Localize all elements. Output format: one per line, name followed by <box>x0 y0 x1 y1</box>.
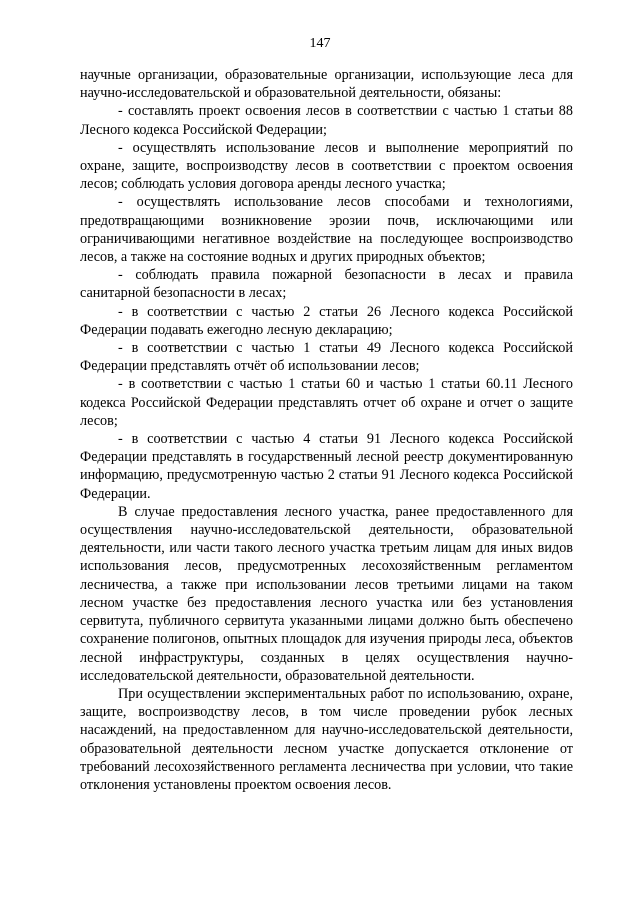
list-item-use-report: - в соответствии с частью 1 статьи 49 Лесного кодекса Российской Федерации представлять отчёт об использовании лесов; <box>80 340 573 375</box>
paragraph-obligations-intro: научные организации, образовательные организации, использующие леса для научно-исследовательской и образовательной деятельности, обязаны: <box>80 67 573 102</box>
list-item-fire-safety: - соблюдать правила пожарной безопасности в лесах и правила санитарной безопасности в лесах; <box>80 267 573 302</box>
list-item-forest-plan: - составлять проект освоения лесов в соответствии с частью 1 статьи 88 Лесного кодекса Российской Федерации; <box>80 103 573 138</box>
paragraph-third-party-use: В случае предоставления лесного участка, ранее предоставленного для осуществления научно-исследовательской деятельности, образовательной деятельности, или части такого лесного участка третьим лицам для иных видов использования лесов, предусмотренных лесохозяйственным регламентом лесничества, а также при использовании лесов третьими лицами на таком лесном участке без предоставления лесного участка или без установления сервитута, публичного сервитута указанными лицами должно быть обеспечено сохранение полигонов, опытных площадок для изучения природы леса, объектов лесной инфраструктуры, созданных в целях осуществления научно-исследовательской деятельности, образовательной деятельности. <box>80 503 573 684</box>
paragraph-experimental-works: При осуществлении экспериментальных работ по использованию, охране, защите, воспроизводству лесов, в том числе проведении рубок лесных насаждений, на предоставленном для научно-исследовательской деятельности, образовательной деятельности лесном участке допускается отклонение от требований лесохозяйственного регламента лесничества при условии, что такие отклонения установлены проектом освоения лесов. <box>80 685 573 793</box>
list-item-erosion-prevention: - осуществлять использование лесов способами и технологиями, предотвращающими возникновение эрозии почв, исключающими или ограничивающими негативное воздействие на последующее воспроизводство лесов, а также на состояние водных и других природных объектов; <box>80 194 573 266</box>
list-item-state-register: - в соответствии с частью 4 статьи 91 Лесного кодекса Российской Федерации представлять в государственный лесной реестр документированную информацию, предусмотренную частью 2 статьи 91 Лесного кодекса Российской Федерации. <box>80 431 573 502</box>
list-item-forest-declaration: - в соответствии с частью 2 статьи 26 Лесного кодекса Российской Федерации подавать ежегодно лесную декларацию; <box>80 303 573 338</box>
list-item-forest-use-measures: - осуществлять использование лесов и выполнение мероприятий по охране, защите, воспроизводству лесов в соответствии с проектом освоения лесов; соблюдать условия договора аренды лесного участка; <box>80 139 573 193</box>
list-item-protection-report: - в соответствии с частью 1 статьи 60 и частью 1 статьи 60.11 Лесного кодекса Российской Федерации представлять отчет об охране и отчет о защите лесов; <box>80 376 573 429</box>
document-body <box>80 66 573 794</box>
page-number: 147 <box>309 36 331 51</box>
